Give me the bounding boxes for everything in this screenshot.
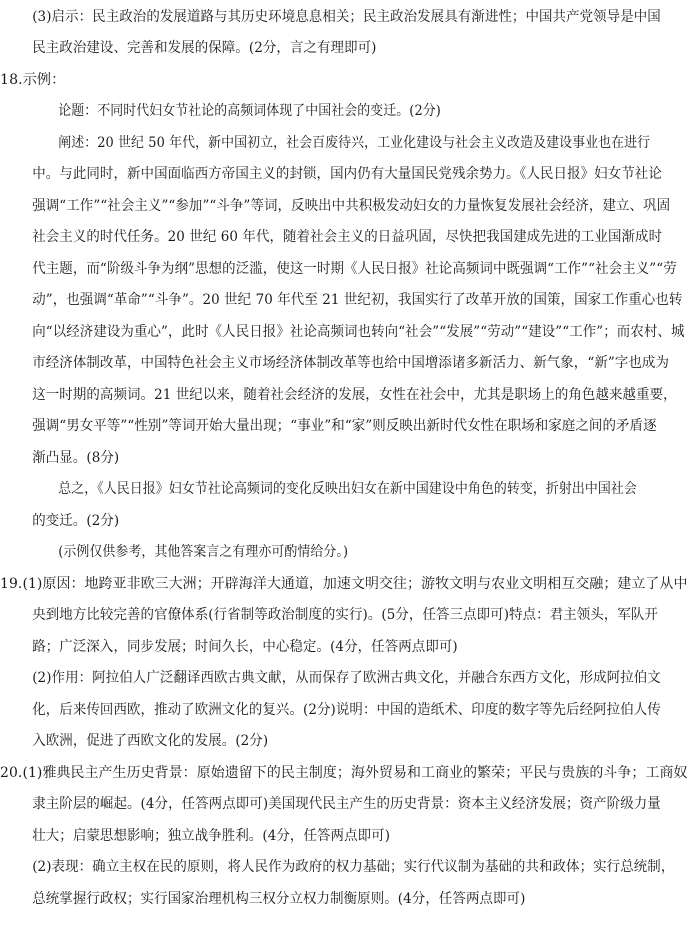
text-line: (2)表现：确立主权在民的原则，将人民作为政府的权力基础；实行代议制为基础的共和政体；实行总统制， (32, 859, 675, 875)
text-line: 动”，也强调“革命”“斗争”。20 世纪 70 年代至 21 世纪初，我国实行了改革开放的国策，国家工作重心也转 (32, 292, 683, 308)
text-line: 渐凸显。(8分) (32, 450, 120, 466)
text-line: 向“以经济建设为重心”，此时《人民日报》社论高频词也转向“社会”“发展”“劳动”“建设”“工作”；而农村、城 (32, 324, 685, 340)
text-line: (示例仅供参考，其他答案言之有理亦可酌情给分。) (58, 544, 349, 560)
text-line: 路；广泛深入，同步发展；时间久长，中心稳定。(4分，任答两点即可) (32, 639, 458, 655)
text-line: 论题：不同时代妇女节社论的高频词体现了中国社会的变迁。(2分) (58, 103, 441, 119)
question-18-heading: 18.示例： (0, 72, 66, 88)
text-line: 化，后来传回西欧，推动了欧洲文化的复兴。(2分)说明：中国的造纸术、印度的数字等先后经阿拉伯人传 (32, 702, 661, 718)
text-line: 的变迁。(2分) (32, 513, 120, 529)
text-line: 这一时期的高频词。21 世纪以来，随着社会经济的发展，女性在社会中，尤其是职场上的角色越来越重要， (32, 387, 677, 403)
text-line: 中。与此同时，新中国面临西方帝国主义的封锁，国内仍有大量国民党残余势力。《人民日报》妇女节社论 (32, 166, 662, 182)
text-line: 总之，《人民日报》妇女节社论高频词的变化反映出妇女在新中国建设中角色的转变，折射出中国社会 (58, 481, 637, 497)
text-line: 央到地方比较完善的官僚体系(行省制等政治制度的实行)。(5分，任答三点即可)特点：君主领头，军队开 (32, 607, 658, 623)
text-line: 代主题，而“阶级斗争为纲”思想的泛滥，使这一时期《人民日报》社论高频词中既强调“工作”“社会主义”“劳 (32, 261, 677, 277)
text-line: 强调“工作”“社会主义”“参加”“斗争”等词，反映出中共积极发动妇女的力量恢复发展社会经济，建立、巩固 (32, 198, 671, 214)
text-line: 隶主阶层的崛起。(4分，任答两点即可)美国现代民主产生的历史背景：资本主义经济发展；资产阶级力量 (32, 796, 661, 812)
question-20-line: 20.(1)雅典民主产生历史背景：原始遗留下的民主制度；海外贸易和工商业的繁荣；平民与贵族的斗争；工商奴 (0, 765, 688, 781)
text-line: 社会主义的时代任务。20 世纪 60 年代，随着社会主义的日益巩固，尽快把我国建成先进的工业国渐成时 (32, 229, 663, 245)
question-19-line: 19.(1)原因：地跨亚非欧三大洲；开辟海洋大通道，加速文明交往；游牧文明与农业文明相互交融；建立了从中 (0, 576, 688, 592)
text-line: (2)作用：阿拉伯人广泛翻译西欧古典文献，从而保存了欧洲古典文化，并融合东西方文化，形成阿拉伯文 (32, 670, 661, 686)
text-line: 市经济体制改革，中国特色社会主义市场经济体制改革等也给中国增添诸多新活力、新气象，“新”字也成为 (32, 355, 669, 371)
text-line: 总统掌握行政权；实行国家治理机构三权分立权力制衡原则。(4分，任答两点即可) (32, 891, 526, 907)
text-line: 民主政治建设、完善和发展的保障。(2分，言之有理即可) (32, 40, 377, 56)
text-line: 强调“男女平等”“性别”等词开始大量出现；“事业”和“家”则反映出新时代女性在职场和家庭之间的矛盾逐 (32, 418, 657, 434)
text-line: 阐述：20 世纪 50 年代，新中国初立，社会百废待兴，工业化建设与社会主义改造及建设事业也在进行 (58, 135, 651, 151)
text-line: (3)启示：民主政治的发展道路与其历史环境息息相关；民主政治发展具有渐进性；中国共产党领导是中国 (32, 9, 661, 25)
text-line: 壮大；启蒙思想影响；独立战争胜利。(4分，任答两点即可) (32, 828, 391, 844)
text-line: 入欧洲，促进了西欧文化的发展。(2分) (32, 733, 269, 749)
